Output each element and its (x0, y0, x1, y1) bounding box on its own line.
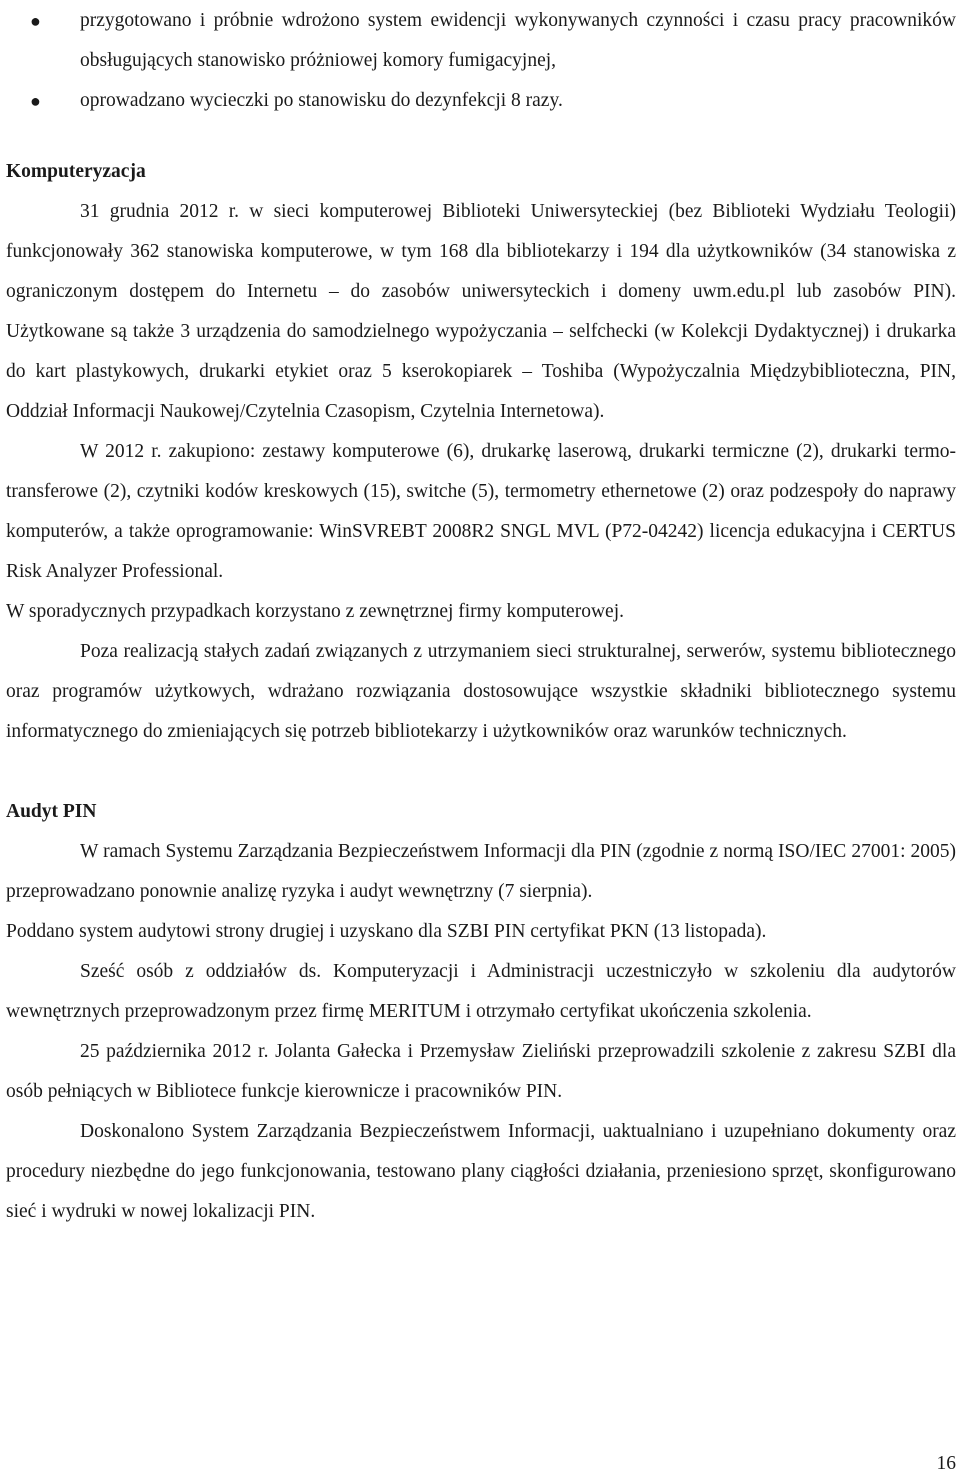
section-heading-komputeryzacja: Komputeryzacja (6, 161, 146, 182)
paragraph: Poddano system audytowi strony drugiej i uzyskano dla SZBI PIN certyfikat PKN (13 listopada). (6, 921, 767, 942)
bullet-text: przygotowano i próbnie wdrożono system ewidencji wykonywanych czynności i czasu pracy pracowników obsługujących stanowisko próżniowej komory fumigacyjnej, (80, 10, 956, 71)
bullet-text: oprowadzano wycieczki po stanowisku do dezynfekcji 8 razy. (80, 90, 563, 111)
bullet-icon: ● (30, 91, 41, 111)
bullet-item (6, 81, 956, 121)
paragraph: W sporadycznych przypadkach korzystano z zewnętrznej firmy komputerowej. (6, 601, 624, 622)
paragraph: Poza realizacją stałych zadań związanych z utrzymaniem sieci strukturalnej, serwerów, systemu bibliotecznego oraz programów użytkowych, wdrażano rozwiązania dostosowujące wszystkie składniki bibliotecznego systemu informatycznego do zmieniających się potrzeb bibliotekarzy i użytkowników oraz warunków technicznych. (6, 641, 956, 742)
paragraph: W 2012 r. zakupiono: zestawy komputerowe (6), drukarkę laserową, drukarki termiczne (2), drukarki termo-transferowe (2), czytniki kodów kreskowych (15), switche (5), termometry ethernetowe (2) oraz podzespoły do naprawy komputerów, a także oprogramowanie: WinSVREBT 2008R2 SNGL MVL (P72-04242) licencja edukacyjna i CERTUS Risk Analyzer Professional. (6, 441, 956, 582)
page-number: 16 (936, 1453, 956, 1474)
section-heading-audyt-pin: Audyt PIN (6, 801, 97, 822)
document-page (6, 1, 956, 1232)
bullet-item (6, 1, 956, 81)
paragraph: 25 października 2012 r. Jolanta Gałecka i Przemysław Zieliński przeprowadzili szkolenie z zakresu SZBI dla osób pełniących w Bibliotece funkcje kierownicze i pracowników PIN. (6, 1041, 956, 1102)
paragraph: Sześć osób z oddziałów ds. Komputeryzacji i Administracji uczestniczyło w szkoleniu dla audytorów wewnętrznych przeprowadzonym przez firmę MERITUM i otrzymało certyfikat ukończenia szkolenia. (6, 961, 956, 1022)
bullet-icon: ● (30, 11, 41, 31)
paragraph: 31 grudnia 2012 r. w sieci komputerowej Biblioteki Uniwersyteckiej (bez Biblioteki Wydziału Teologii) funkcjonowały 362 stanowiska komputerowe, w tym 168 dla bibliotekarzy i 194 dla użytkowników (34 stanowiska z ograniczonym dostępem do Internetu – do zasobów uniwersyteckich i domeny uwm.edu.pl lub zasobów PIN). Użytkowane są także 3 urządzenia do samodzielnego wypożyczania – selfchecki (w Kolekcji Dydaktycznej) i drukarka do kart plastykowych, drukarki etykiet oraz 5 kserokopiarek – Toshiba (Wypożyczalnia Międzybiblioteczna, PIN, Oddział Informacji Naukowej/Czytelnia Czasopism, Czytelnia Internetowa). (6, 201, 956, 422)
paragraph: Doskonalono System Zarządzania Bezpieczeństwem Informacji, uaktualniano i uzupełniano dokumenty oraz procedury niezbędne do jego funkcjonowania, testowano plany ciągłości działania, przeniesiono sprzęt, skonfigurowano sieć i wydruki w nowej lokalizacji PIN. (6, 1121, 956, 1222)
bullet-list (6, 1, 956, 121)
paragraph: W ramach Systemu Zarządzania Bezpieczeństwem Informacji dla PIN (zgodnie z normą ISO/IEC 27001: 2005) przeprowadzano ponownie analizę ryzyka i audyt wewnętrzny (7 sierpnia). (6, 841, 956, 902)
